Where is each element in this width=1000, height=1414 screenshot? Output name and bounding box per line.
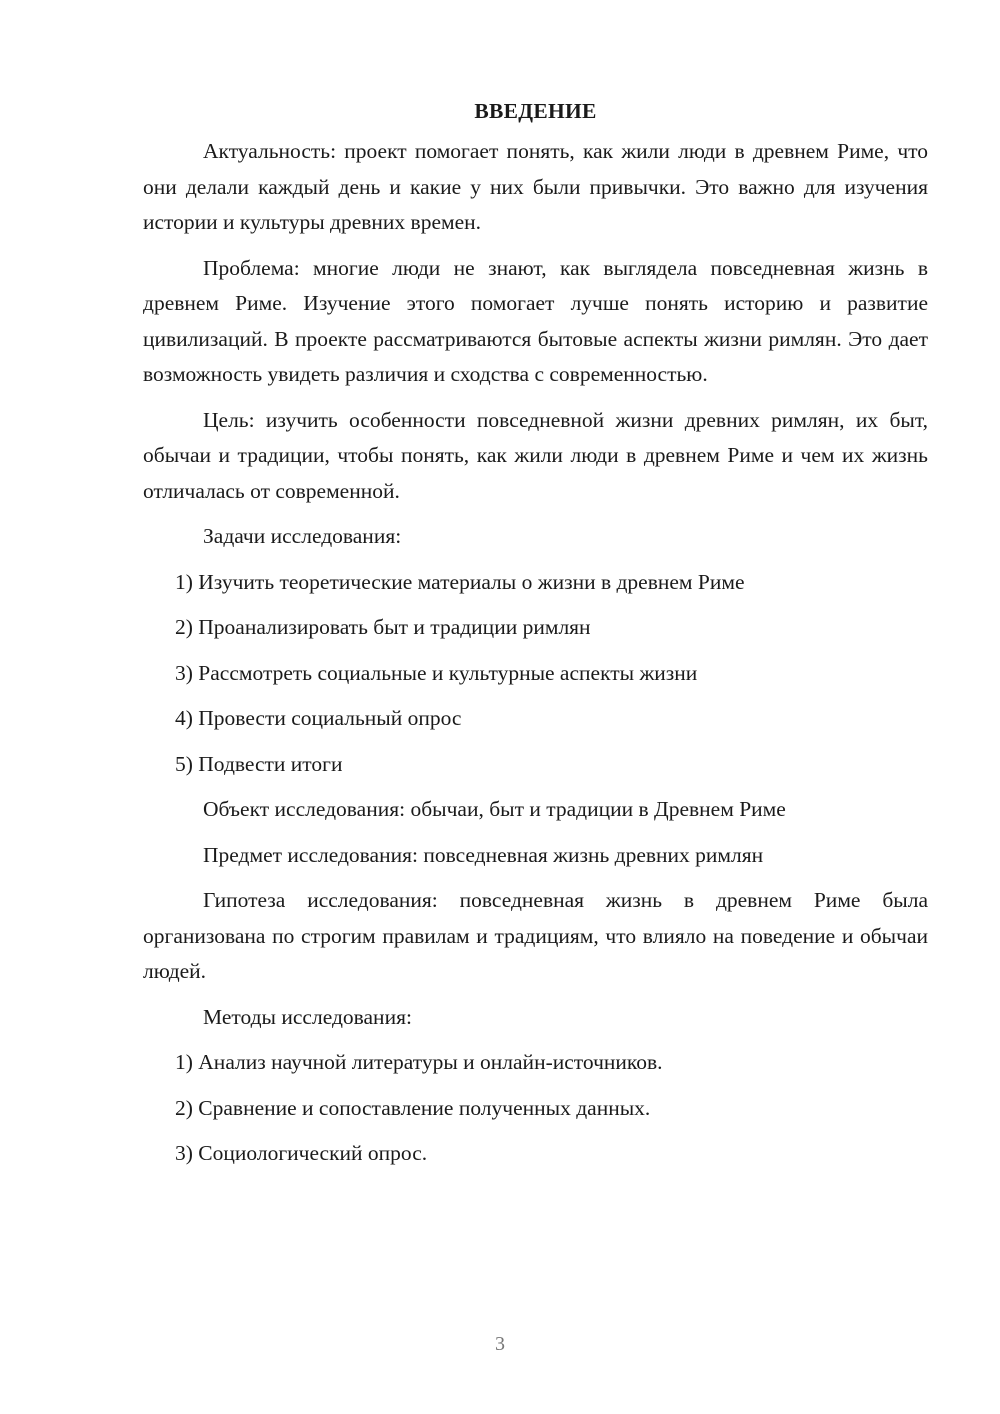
section-title: ВВЕДЕНИЕ [474,99,597,123]
subject-paragraph: Предмет исследования: повседневная жизнь древних римлян [203,842,764,867]
list-item: 1) Изучить теоретические материалы о жизни в древнем Риме [175,569,745,594]
goal-paragraph: Цель: изучить особенности повседневной жизни древних римлян, их быт, обычаи и традиции, чтобы понять, как жили люди в древнем Риме и чем их жизнь отличалась от современной. [143,407,928,503]
problem-paragraph: Проблема: многие люди не знают, как выглядела повседневная жизнь в древнем Риме. Изучение этого помогает лучше понять историю и развитие цивилизаций. В проекте рассматриваются бытовые аспекты жизни римлян. Это дает возможность увидеть различия и сходства с современностью. [143,255,928,386]
list-item: 2) Проанализировать быт и традиции римлян [175,615,591,639]
tasks-heading: Задачи исследования: [203,524,402,548]
document-body [143,96,928,1182]
list-item: 3) Социологический опрос. [175,1141,428,1165]
methods-list [143,1045,928,1172]
tasks-list [143,565,928,783]
hypothesis-paragraph: Гипотеза исследования: повседневная жизнь в древнем Риме была организована по строгим правилам и традициям, что влияло на поведение и обычаи людей. [143,888,928,983]
list-item: 4) Провести социальный опрос [175,706,462,730]
object-paragraph: Объект исследования: обычаи, быт и традиции в Древнем Риме [203,797,786,821]
page-number: 3 [495,1333,505,1355]
methods-heading: Методы исследования: [203,1004,412,1029]
list-item: 1) Анализ научной литературы и онлайн-источников. [175,1050,663,1074]
relevance-paragraph: Актуальность: проект помогает понять, как жили люди в древнем Риме, что они делали каждый день и какие у них были привычки. Это важно для изучения истории и культуры древних времен. [143,139,928,234]
list-item: 2) Сравнение и сопоставление полученных данных. [175,1095,651,1120]
list-item: 5) Подвести итоги [175,751,343,776]
list-item: 3) Рассмотреть социальные и культурные аспекты жизни [175,660,698,685]
